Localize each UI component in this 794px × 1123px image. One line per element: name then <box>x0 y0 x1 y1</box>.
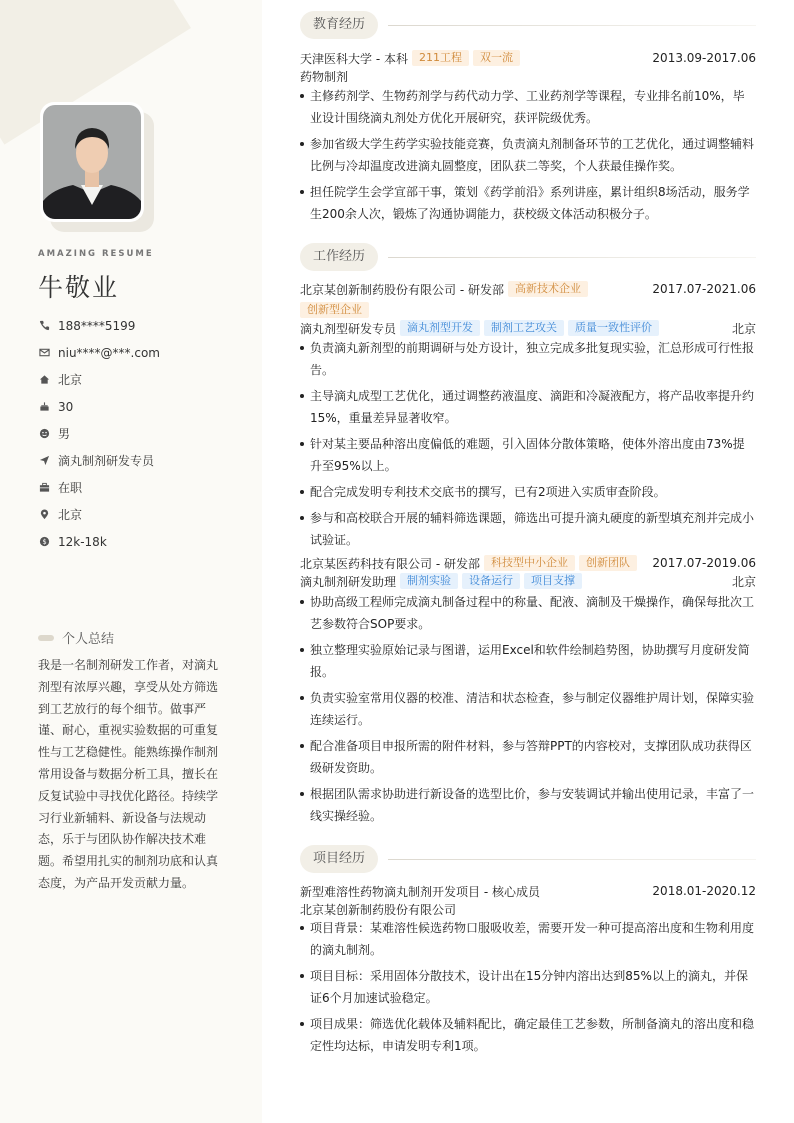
list-item: 主导滴丸成型工艺优化，通过调整药液温度、滴距和冷凝液配方，将产品收率提升约15%，重量差异显著收窄。 <box>300 385 756 429</box>
info-city-text: 北京 <box>58 508 83 522</box>
contact-info-list <box>38 312 248 555</box>
job-2-date: 2017.07-2019.06 <box>652 556 756 570</box>
job-2-header-row <box>300 554 756 572</box>
project-org: 北京某创新制药股份有限公司 <box>300 902 457 917</box>
info-email <box>38 339 248 366</box>
phone-icon <box>38 320 50 332</box>
job-1-position-row <box>300 319 756 337</box>
list-item: 协助高级工程师完成滴丸制备过程中的称量、配液、滴制及干燥操作，确保每批次工艺参数符合SOP要求。 <box>300 591 756 635</box>
job-1-position: 滴丸剂型研发专员 <box>300 321 397 336</box>
list-item: 项目目标：采用固体分散技术，设计出在15分钟内溶出达到85%以上的滴丸，并保证6个月加速试验稳定。 <box>300 965 756 1009</box>
list-item: 针对某主要品种溶出度偏低的难题，引入固体分散体策略，使体外溶出度由73%提升至95%以上。 <box>300 433 756 477</box>
education-major: 药物制剂 <box>300 69 349 84</box>
location-pin-icon <box>38 509 50 521</box>
info-gender-text: 男 <box>58 427 71 441</box>
job-1-bullets <box>300 337 756 555</box>
info-salary <box>38 528 248 555</box>
education-bullets <box>300 85 756 229</box>
project-name: 新型难溶性药物滴丸制剂开发项目 - 核心成员 <box>300 884 540 899</box>
info-job-target-text: 滴丸制剂研发专员 <box>58 454 155 468</box>
section-divider <box>388 257 756 258</box>
job-1-company: 北京某创新制药股份有限公司 - 研发部 <box>300 282 504 297</box>
list-item: 主修药剂学、生物药剂学与药代动力学、工业药剂学等课程，专业排名前10%，毕业设计围绕滴丸剂处方优化开展研究，获评院级优秀。 <box>300 85 756 129</box>
info-residence <box>38 366 248 393</box>
list-item: 参与和高校联合开展的辅料筛选课题，筛选出可提升滴丸硬度的新型填充剂并完成小试验证。 <box>300 507 756 551</box>
list-item: 项目成果：筛选优化载体及辅料配比，确定最佳工艺参数，所制备滴丸的溶出度和稳定性均达标，申请发明专利1项。 <box>300 1013 756 1057</box>
job-1-city: 北京 <box>731 321 756 336</box>
mail-icon <box>38 347 50 359</box>
info-age-text: 30 <box>58 399 74 414</box>
salary-icon <box>38 536 50 548</box>
summary-text: 我是一名制剂研发工作者，对滴丸剂型有浓厚兴趣，享受从处方筛选到工艺放行的每个细节。做事严谨、耐心，重视实验数据的可重复性与工艺稳健性。能熟练操作制剂常用设备与数据分析工具，擅长在反复试验中寻找优化路径。持续学习行业新辅料、新设备与法规动态，乐于与团队协作解决技术难题。希望用扎实的制剂功底和认真态度，为产品开发贡献力量。 <box>38 658 219 890</box>
job-2-company-tag: 创新团队 <box>579 555 637 571</box>
summary-title: 个人总结 <box>62 632 115 647</box>
job-2-position-row <box>300 572 756 590</box>
sidebar <box>0 0 262 1123</box>
summary-heading <box>38 628 114 647</box>
education-tag: 211工程 <box>412 50 469 66</box>
project-title: 项目经历 <box>300 845 378 873</box>
info-salary-text: 12k-18k <box>58 534 107 549</box>
list-item: 配合完成发明专利技术交底书的撰写，已有2项进入实质审查阶段。 <box>300 481 756 503</box>
avatar <box>40 102 144 222</box>
info-residence-text: 北京 <box>58 373 83 387</box>
education-date: 2013.09-2017.06 <box>652 51 756 65</box>
portrait-image <box>43 105 141 219</box>
list-item: 负责滴丸新剂型的前期调研与处方设计，独立完成多批复现实验，汇总形成可行性报告。 <box>300 337 756 381</box>
job-2-company-tag: 科技型中小企业 <box>484 555 575 571</box>
work-heading <box>300 243 756 271</box>
info-phone <box>38 312 248 339</box>
info-phone-text: 188****5199 <box>58 318 136 333</box>
list-item: 独立整理实验原始记录与图谱，运用Excel和软件绘制趋势图，协助撰写月度研发简报。 <box>300 639 756 683</box>
svg-text:$: $ <box>41 537 47 546</box>
home-icon <box>38 374 50 386</box>
education-header-row <box>300 49 756 67</box>
cake-icon <box>38 401 50 413</box>
info-status-text: 在职 <box>58 481 83 495</box>
list-item: 根据团队需求协助进行新设备的选型比价，参与安装调试并输出使用记录，丰富了一线实操经验。 <box>300 783 756 827</box>
job-2-bullets <box>300 591 756 831</box>
project-bullets <box>300 917 756 1061</box>
job-1-header-row <box>300 280 756 298</box>
info-age <box>38 393 248 420</box>
job-1-date: 2017.07-2021.06 <box>652 282 756 296</box>
section-divider <box>388 25 756 26</box>
list-item: 项目背景：某难溶性候选药物口服吸收差，需要开发一种可提高溶出度和生物利用度的滴丸制剂。 <box>300 917 756 961</box>
project-date: 2018.01-2020.12 <box>652 884 756 898</box>
education-tag: 双一流 <box>473 50 520 66</box>
education-school: 天津医科大学 - 本科 <box>300 51 408 66</box>
job-2-skill-tag: 设备运行 <box>462 573 520 589</box>
info-email-text: niu****@***.com <box>58 345 160 360</box>
education-heading <box>300 11 756 39</box>
list-item: 担任院学生会学宣部干事，策划《药学前沿》系列讲座，累计组织8场活动，服务学生200余人次，锻炼了沟通协调能力，获校级文体活动积极分子。 <box>300 181 756 225</box>
job-2-company: 北京某医药科技有限公司 - 研发部 <box>300 556 480 571</box>
gender-icon <box>38 428 50 440</box>
project-header-row <box>300 882 756 900</box>
project-heading <box>300 845 756 873</box>
work-title: 工作经历 <box>300 243 378 271</box>
job-2-skill-tag: 项目支撑 <box>524 573 582 589</box>
job-1-skill-tag: 滴丸剂型开发 <box>400 320 480 336</box>
summary-heading-bar <box>38 635 54 641</box>
education-major-row <box>300 67 756 85</box>
job-1-extra-tag-row <box>300 301 756 319</box>
send-icon <box>38 455 50 467</box>
candidate-name: 牛敬业 <box>38 273 120 302</box>
job-1-extra-tag: 创新型企业 <box>300 302 369 318</box>
job-2-position: 滴丸制剂研发助理 <box>300 574 397 589</box>
job-2-city: 北京 <box>731 574 756 589</box>
info-gender <box>38 420 248 447</box>
briefcase-icon <box>38 482 50 494</box>
info-status <box>38 474 248 501</box>
list-item: 负责实验室常用仪器的校准、清洁和状态检查，参与制定仪器维护周计划，保障实验连续运行。 <box>300 687 756 731</box>
job-1-company-tag: 高新技术企业 <box>508 281 588 297</box>
job-1-skill-tag: 质量一致性评价 <box>568 320 659 336</box>
resume-tagline: AMAZING RESUME <box>38 249 154 259</box>
list-item: 参加省级大学生药学实验技能竞赛，负责滴丸剂制备环节的工艺优化，通过调整辅料比例与冷却温度改进滴丸圆整度，团队获二等奖，个人获最佳操作奖。 <box>300 133 756 177</box>
list-item: 配合准备项目申报所需的附件材料，参与答辩PPT的内容校对，支撑团队成功获得区级研发资助。 <box>300 735 756 779</box>
education-title: 教育经历 <box>300 11 378 39</box>
job-1-skill-tag: 制剂工艺攻关 <box>484 320 564 336</box>
project-org-row <box>300 900 756 918</box>
info-job-target <box>38 447 248 474</box>
section-divider <box>388 859 756 860</box>
job-2-skill-tag: 制剂实验 <box>400 573 458 589</box>
info-city <box>38 501 248 528</box>
